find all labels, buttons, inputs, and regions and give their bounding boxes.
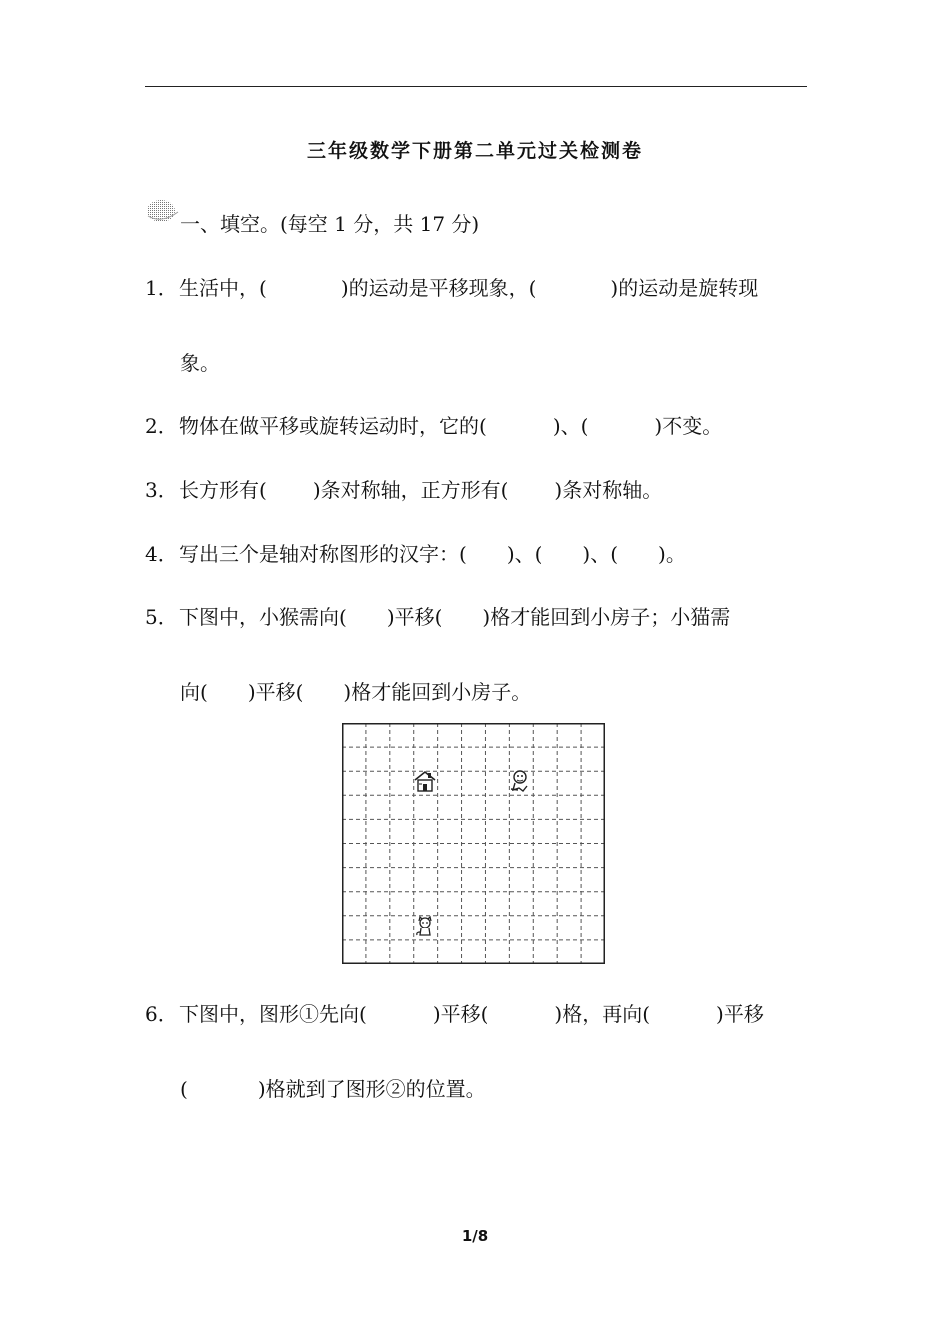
grid-border [343, 724, 605, 964]
section-bullet-icon [146, 198, 180, 226]
question-4: 4．写出三个是轴对称图形的汉字：( )、( )、( )。 [145, 542, 686, 566]
section-heading-text: 一、填空。(每空 1 分，共 17 分) [180, 212, 480, 236]
page-title: 三年级数学下册第二单元过关检测卷 [306, 140, 643, 162]
monkey-icon [511, 771, 527, 791]
grid-svg [342, 723, 605, 964]
question-5: 5．下图中，小猴需向( )平移( )格才能回到小房子；小猫需 [145, 605, 731, 629]
house-icon [415, 772, 435, 791]
question-1: 1．生活中，( )的运动是平移现象，( )的运动是旋转现 [145, 276, 759, 300]
question-1-cont: 象。 [180, 351, 220, 375]
cat-icon [417, 917, 431, 935]
question-5-cont: 向( )平移( )格才能回到小房子。 [180, 680, 532, 704]
page-number: 1/8 [461, 1227, 489, 1245]
question-2: 2．物体在做平移或旋转运动时，它的( )、( )不变。 [145, 414, 723, 438]
question-6-cont: ( )格就到了图形②的位置。 [180, 1077, 486, 1101]
question-6: 6．下图中，图形①先向( )平移( )格，再向( )平移 [145, 1002, 764, 1026]
header-rule [145, 86, 807, 87]
grid-figure [342, 723, 605, 964]
question-3: 3．长方形有( )条对称轴，正方形有( )条对称轴。 [145, 478, 663, 502]
